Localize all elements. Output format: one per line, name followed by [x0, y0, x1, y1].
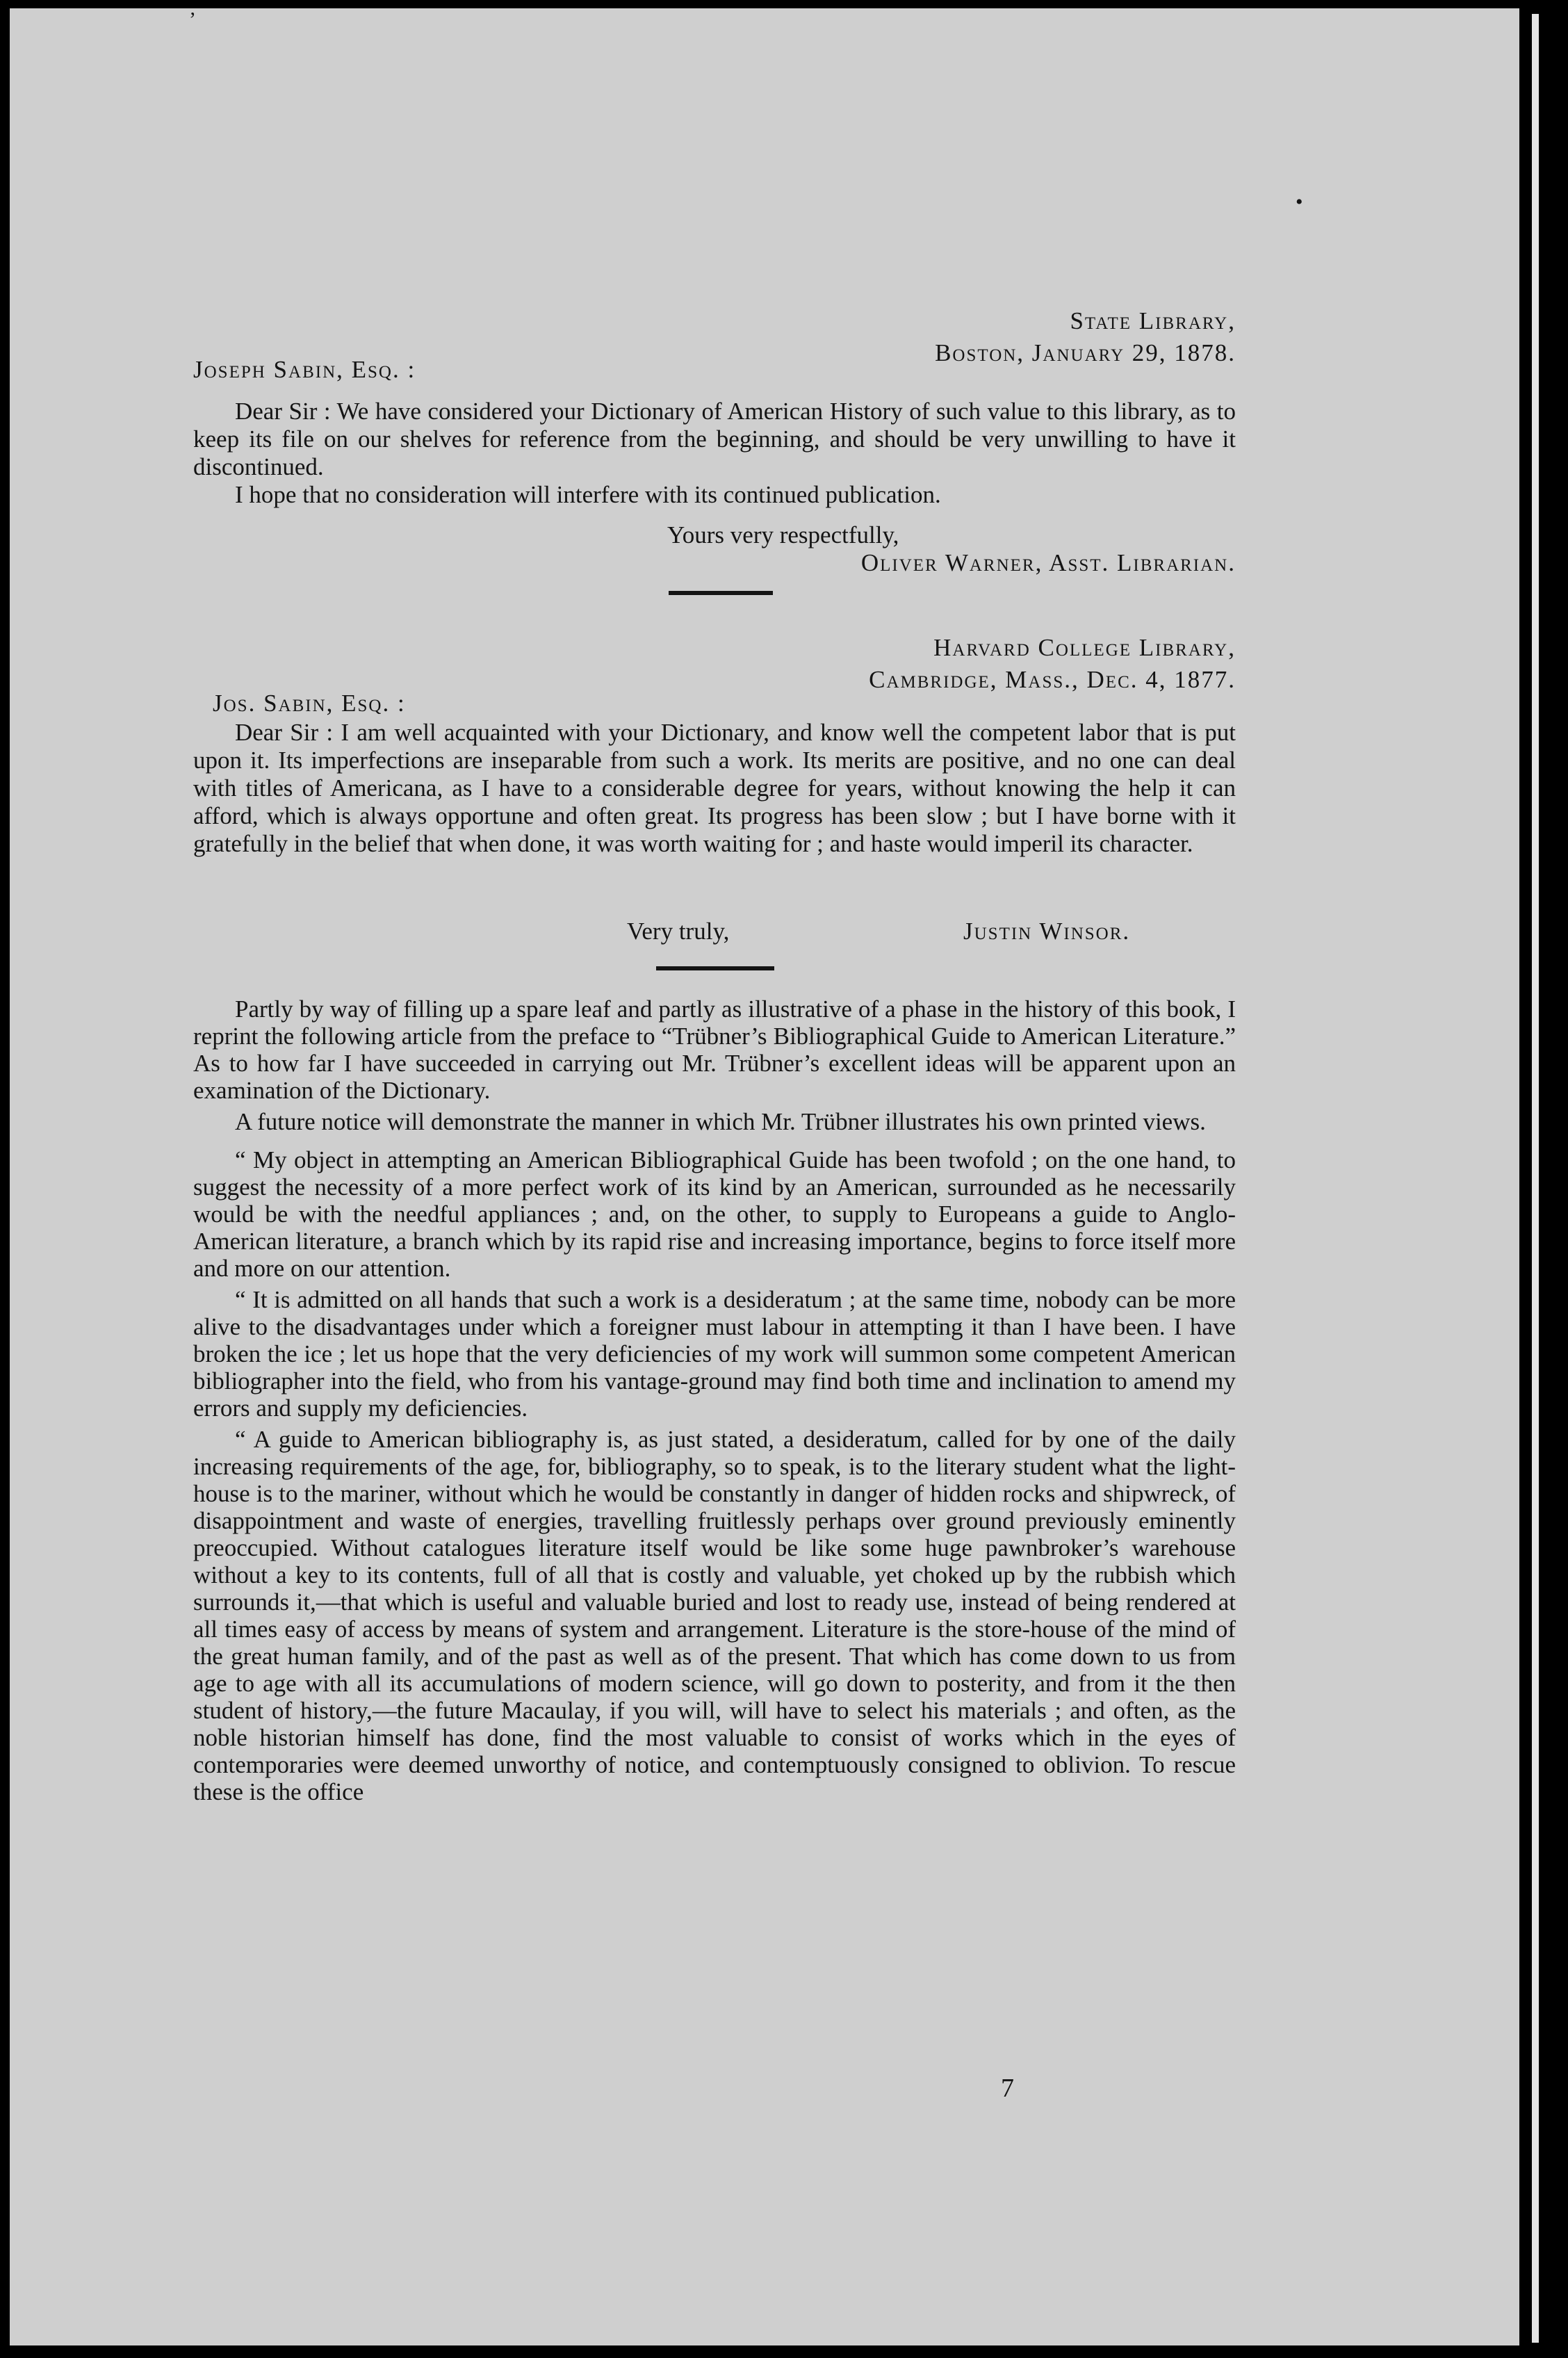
document-page	[10, 8, 1519, 2345]
letter1-paragraph: I hope that no consideration will interfere with its continued publication.	[235, 481, 941, 508]
letter2-body	[193, 719, 1236, 858]
letter1-recipient: Joseph Sabin, Esq. :	[193, 356, 416, 383]
page-number: 7	[1001, 2074, 1014, 2103]
letter2-recipient: Jos. Sabin, Esq. :	[213, 690, 406, 717]
letter2-org: Harvard College Library,	[933, 634, 1236, 661]
preface-paragraph: A future notice will demonstrate the manner in which Mr. Trübner illustrates his own printed views.	[235, 1108, 1206, 1135]
edge-mark: ʼ	[189, 8, 196, 31]
letter1-place-date: Boston, January 29, 1878.	[935, 339, 1236, 366]
letter2-signature: Justin Winsor.	[963, 918, 1131, 945]
letter2-closing: Very truly,	[627, 918, 730, 945]
scan-edge	[1532, 14, 1539, 2343]
letter1-paragraph: Dear Sir : We have considered your Dictionary of American History of such value to this library, as to keep its file on our shelves for reference from the beginning, and should be very unwilling to have it discontinued.	[193, 398, 1236, 480]
letter2-place-date: Cambridge, Mass., Dec. 4, 1877.	[869, 666, 1236, 693]
letter2-paragraph: Dear Sir : I am well acquainted with your Dictionary, and know well the competent labor that is put upon it. Its imperfections are inseparable from such a work. Its merits are positive, and no one can deal with titles of Americana, as I have to a considerable degree for years, without knowing the help it can afford, which is always opportune and often great. Its progress has been slow ; but I have borne with it gratefully in the belief that when done, it was worth waiting for ; and haste would imperil its character.	[193, 719, 1236, 857]
ink-dot: •	[1296, 190, 1303, 213]
preface-paragraph: “ It is admitted on all hands that such a work is a desideratum ; at the same time, nobody can be more alive to the disadvantages under which a foreigner must labour in attempting it than I have been. I have broken the ice ; let us hope that the very deficiencies of my work will summon some competent American bibliographer into the field, who from his vantage-ground may find both time and inclination to amend my errors and supply my deficiencies.	[193, 1286, 1236, 1422]
preface-body	[193, 995, 1236, 1805]
preface-paragraph: “ My object in attempting an American Bibliographical Guide has been twofold ; on the one hand, to suggest the necessity of a more perfect work of its kind by an American, surrounded as he necessarily would be with the needful appliances ; and, on the other, to supply to Europeans a guide to Anglo-American literature, a branch which by its rapid rise and increasing importance, begins to force itself more and more on our attention.	[193, 1146, 1236, 1282]
separator-rule	[656, 966, 774, 970]
letter1-signature: Oliver Warner, Asst. Librarian.	[860, 549, 1236, 576]
separator-rule	[669, 591, 773, 595]
letter1-org: State Library,	[1070, 307, 1236, 334]
preface-paragraph: “ A guide to American bibliography is, as just stated, a desideratum, called for by one of the daily increasing requirements of the age, for, bibliography, so to speak, is to the literary student what the light-house is to the mariner, without which he would be constantly in danger of hidden rocks and shipwreck, of disappointment and waste of energies, travelling fruitlessly perhaps over ground previously eminently preoccupied. Without catalogues literature itself would be like some huge pawnbroker’s warehouse without a key to its contents, full of all that is costly and valuable, yet choked up by the rubbish which surrounds it,—that which is useful and valuable buried and lost to ready use, instead of being rendered at all times easy of access by means of system and arrangement. Literature is the store-house of the mind of the great human family, and of the past as well as of the present. That which has come down to us from age to age with all its accumulations of modern science, will go down to posterity, and from it the then student of history,—the future Macaulay, if you will, will have to select his materials ; and often, as the noble historian himself has done, find the most valuable to consist of works which in the eyes of contemporaries were deemed unworthy of notice, and contemptuously consigned to oblivion. To rescue these is the office	[193, 1426, 1236, 1805]
preface-paragraph: Partly by way of filling up a spare leaf and partly as illustrative of a phase in the history of this book, I reprint the following article from the preface to “Trübner’s Bibliographical Guide to American Literature.” As to how far I have succeeded in carrying out Mr. Trübner’s excellent ideas will be apparent upon an examination of the Dictionary.	[193, 995, 1236, 1104]
letter1-body	[193, 398, 1236, 509]
letter1-closing: Yours very respectfully,	[667, 521, 899, 548]
